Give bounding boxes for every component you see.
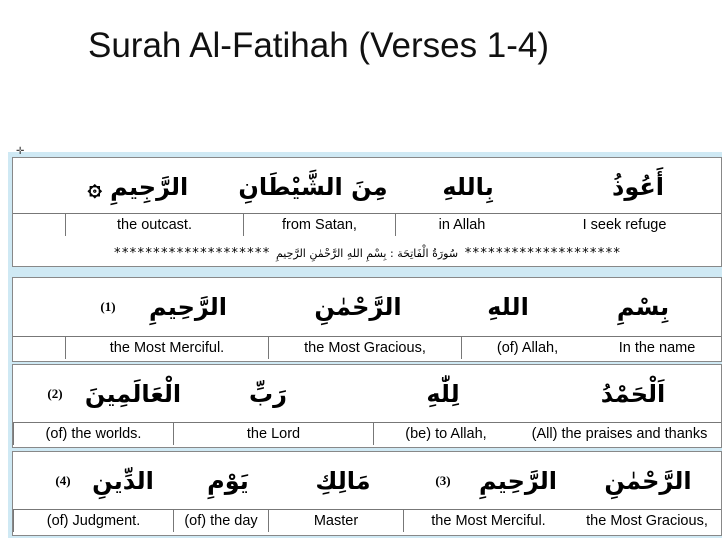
arabic-word: الرَّجِيمِ ۞ — [87, 173, 189, 201]
translation-cell: the Lord — [173, 423, 373, 445]
translation-cell: from Satan, — [243, 214, 395, 236]
translation-cell: (All) the praises and thanks — [531, 426, 708, 442]
translation-cell: (of) the day — [173, 510, 268, 532]
arabic-word: اَلْحَمْدُ — [600, 380, 666, 408]
english-row — [13, 213, 721, 236]
translation-cell: I seek refuge — [582, 217, 667, 233]
translation-cell: In the name — [618, 340, 696, 356]
verse-block-2 — [12, 364, 722, 448]
verse-block-taawwudh — [12, 157, 722, 242]
surah-basmala-header: سُورَةُ الْفَاتِحَة : بِسْمِ اللهِ الرَّحْمٰنِ الرَّحِيمِ — [275, 246, 459, 260]
verse-number: (4) — [55, 473, 71, 488]
arabic-word: مَالِكِ — [315, 467, 371, 495]
arabic-word: الْعَالَمِينَ — [84, 380, 182, 408]
arabic-word: يَوْمِ — [207, 467, 249, 495]
arabic-word: الرَّحْمٰنِ — [314, 293, 402, 321]
arabic-row — [13, 282, 721, 332]
translation-cell: in Allah — [395, 214, 528, 236]
slide-title: Surah Al-Fatihah (Verses 1-4) — [88, 26, 550, 65]
translation-cell: the Most Merciful. — [65, 337, 268, 359]
translation-cell: (of) Allah, — [461, 337, 593, 359]
translation-cell: the Most Gracious, — [268, 337, 461, 359]
arabic-word: الدِّينِ — [92, 467, 154, 495]
arabic-row — [13, 369, 721, 419]
arabic-row — [13, 456, 721, 506]
arabic-word: اللهِ — [487, 293, 529, 321]
verse-number: (1) — [100, 299, 116, 314]
arabic-word: بِاللهِ — [442, 173, 494, 201]
verse-block-3-4 — [12, 451, 722, 536]
arabic-word: أَعُوذُ — [612, 173, 664, 201]
arabic-word: رَبِّ — [249, 380, 287, 408]
stars-right: ******************** — [464, 245, 621, 261]
arabic-word: الرَّحِيمِ — [478, 467, 558, 495]
arabic-word: بِسْمِ — [616, 293, 670, 321]
verse-number: (3) — [435, 473, 451, 488]
english-row — [13, 422, 721, 445]
translation-cell: (of) Judgment. — [13, 510, 173, 532]
surah-header-row — [12, 240, 722, 267]
arabic-word: لِلّٰهِ — [426, 380, 460, 408]
arabic-row — [13, 162, 721, 212]
translation-cell: (of) the worlds. — [13, 423, 173, 445]
english-row — [13, 336, 721, 359]
verse-block-1 — [12, 277, 722, 362]
arabic-word: مِنَ الشَّيْطَانِ — [238, 173, 388, 201]
translation-cell: the Most Gracious, — [586, 513, 708, 529]
english-row — [13, 509, 721, 532]
move-handle-icon: ✛ — [16, 146, 25, 157]
translation-cell: the outcast. — [65, 214, 243, 236]
translation-cell: the Most Merciful. — [403, 510, 573, 532]
translation-cell: (be) to Allah, — [373, 423, 518, 445]
translation-cell: Master — [268, 510, 403, 532]
arabic-word: الرَّحْمٰنِ — [604, 467, 692, 495]
stars-left: ******************** — [113, 245, 270, 261]
verse-number: (2) — [47, 386, 63, 401]
arabic-word: الرَّحِيمِ — [148, 293, 228, 321]
